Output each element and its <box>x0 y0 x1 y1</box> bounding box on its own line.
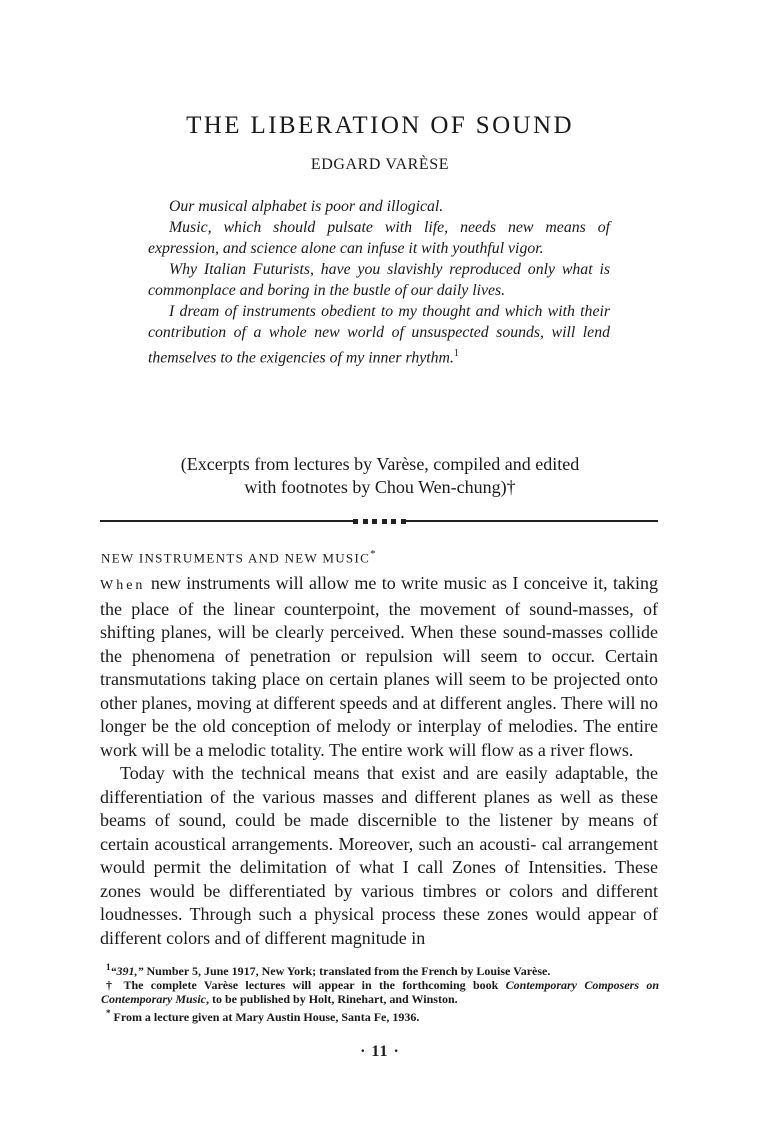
excerpts-line-1: (Excerpts from lectures by Varèse, compiled and edited <box>180 454 580 474</box>
body-paragraph-2: Today with the technical means that exist and are easily adaptable, the differentiation of the various masses and different planes as well as these beams of sound, could be made discernible to the listener by means of certain acoustical arrangements. Moreover, such an acousti- cal arrangement would permit the delimitation of what I call Zones of Intensities. These zones would be differentiated by various timbres or colors and different loudnesses. Through such a physical process these zones would appear of different colors and of different magnitude in <box>100 763 658 948</box>
excerpts-line-2: with footnotes by Chou Wen-chung)† <box>244 477 516 497</box>
epigraph-2: Music, which should pulsate with life, needs new means of expression, and science alone can infuse it with youthful vigor. <box>148 219 610 257</box>
epigraph-1: Our musical alphabet is poor and illogical. <box>169 198 444 215</box>
footnote-1-text: Number 5, June 1917, New York; translated from the French by Louise Varèse. <box>143 964 551 978</box>
footnote-3-text: From a lecture given at Mary Austin House, Santa Fe, 1936. <box>110 1010 420 1024</box>
footnote-2 <box>101 978 659 1006</box>
paragraph-1-text: new instruments will allow me to write music as I conceive it, taking the place of the linear counterpoint, the movement of sound-masses, of shifting planes, will be clearly perceived. When these sound-masses collide the phenomena of penetration or repulsion will seem to occur. Certain transmutations taking place on certain planes will seem to be projected onto other planes, moving at different speeds and at different angles. There will no longer be the old conception of melody or interplay of melodies. The entire work will be a melodic totality. The entire work will flow as a river flows. <box>100 573 658 760</box>
body-paragraph-1 <box>100 572 658 762</box>
divider-line-right <box>406 520 658 522</box>
footnote-ref-star: * <box>370 548 376 560</box>
section-heading-text: NEW INSTRUMENTS AND NEW MUSIC <box>101 550 371 566</box>
epigraph-4 <box>148 301 610 368</box>
divider-line-left <box>100 520 353 522</box>
section-heading <box>101 548 376 566</box>
divider-dot <box>391 519 396 524</box>
excerpts-note <box>150 453 610 499</box>
footnote-1-title: “391,” <box>110 964 144 978</box>
epigraph-block <box>148 196 610 368</box>
divider-dot <box>353 519 358 524</box>
footnote-1-mark: 1 <box>106 962 111 972</box>
divider-dot <box>372 519 377 524</box>
body-text <box>100 572 658 950</box>
footnote-2-text-b: , to be published by Holt, Rinehart, and Winston. <box>206 992 458 1006</box>
footnote-1 <box>101 960 659 978</box>
divider-dots <box>353 518 406 524</box>
footnote-2-mark: † <box>106 978 117 992</box>
divider-dot <box>382 519 387 524</box>
footnote-ref-1: 1 <box>453 348 459 359</box>
footnote-3 <box>101 1006 659 1024</box>
footnote-2-book-title: Contemporary Composers on Contemporary Music <box>101 978 660 1006</box>
section-divider <box>100 518 658 524</box>
divider-dot <box>363 519 368 524</box>
page-number: · 11 · <box>360 1043 400 1060</box>
article-title: THE LIBERATION OF SOUND <box>186 112 574 139</box>
epigraph-4-text: I dream of instruments obedient to my thought and which with their contribution of a whole new world of unsuspected sounds, will lend themselves to the exigencies of my inner rhythm. <box>148 303 610 367</box>
footnotes <box>101 960 659 1024</box>
author-name: EDGARD VARÈSE <box>310 156 450 173</box>
footnote-3-mark: * <box>106 1008 111 1018</box>
opening-word: When <box>100 578 146 593</box>
footnote-2-text-a: The complete Varèse lectures will appear in the forthcoming book <box>116 978 506 992</box>
epigraph-3: Why Italian Futurists, have you slavishly reproduced only what is commonplace and boring in the bustle of our daily lives. <box>148 261 610 299</box>
